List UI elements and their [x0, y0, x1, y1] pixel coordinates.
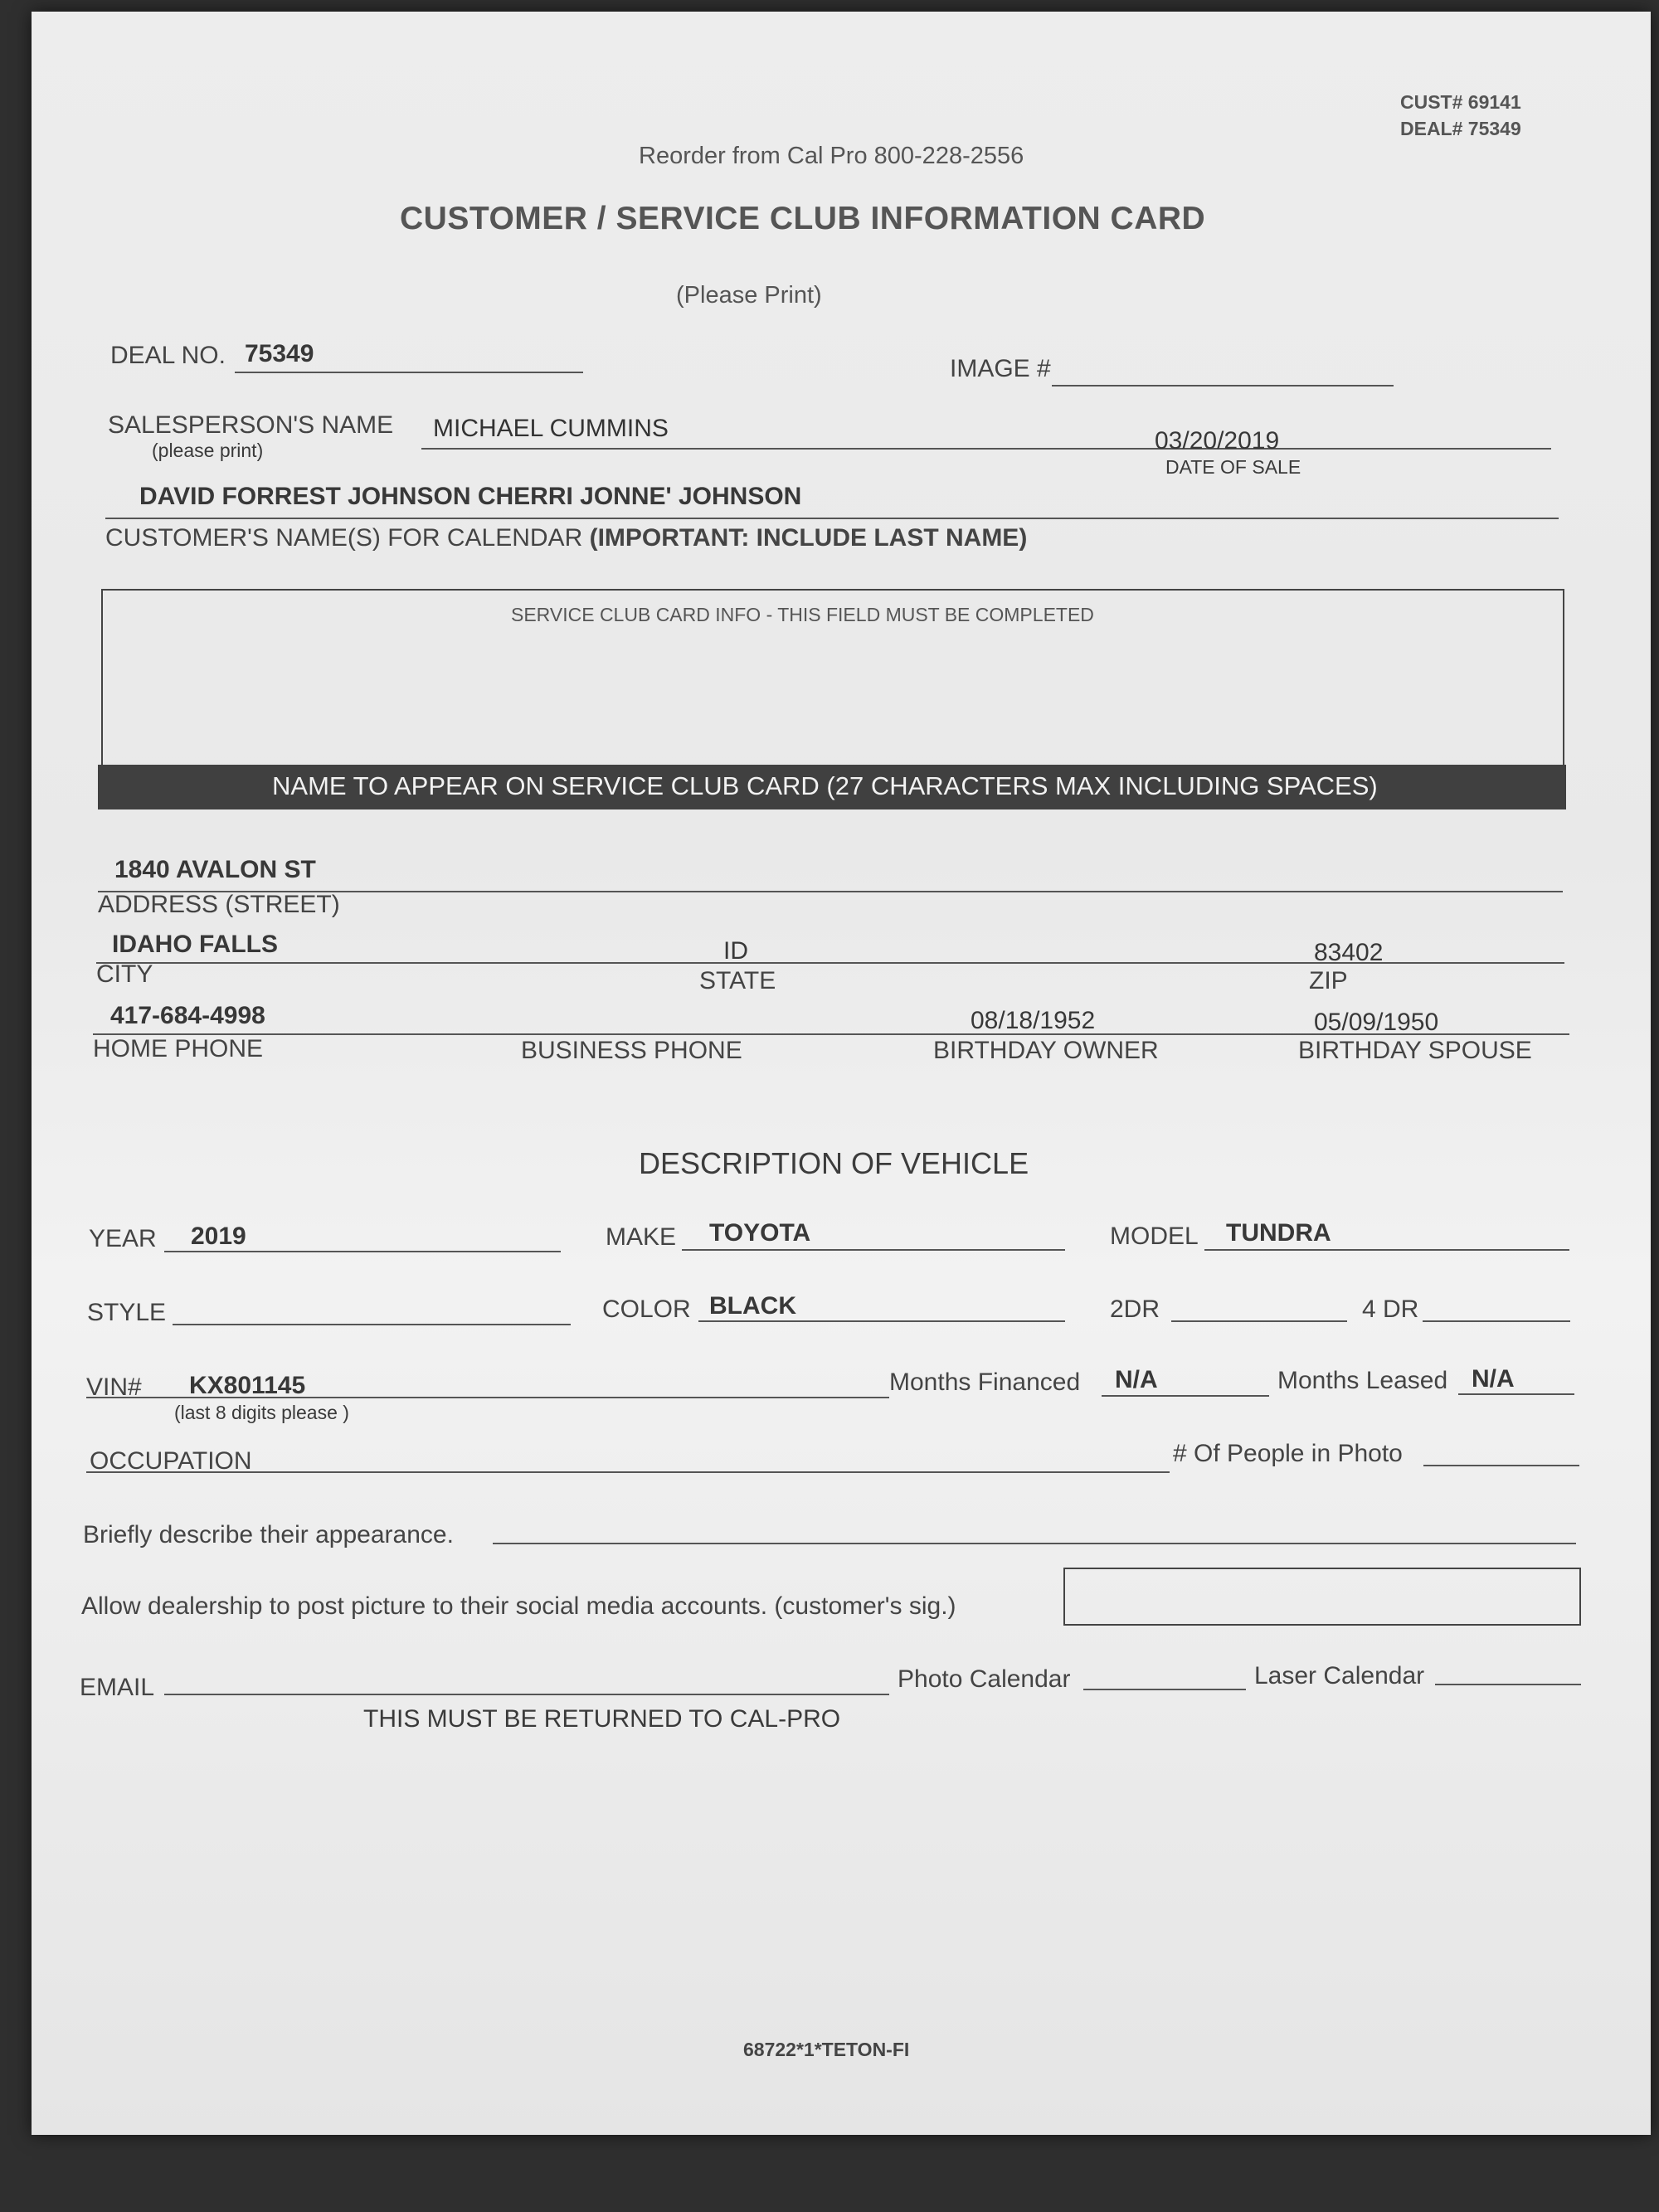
months-financed-label: Months Financed — [889, 1369, 1081, 1396]
birthday-owner-label: BIRTHDAY OWNER — [933, 1037, 1159, 1064]
deal-no-value[interactable]: 75349 — [245, 340, 314, 367]
salesperson-sublabel: (please print) — [152, 440, 264, 461]
two-door-line[interactable] — [1171, 1320, 1347, 1322]
vin-label: VIN# — [86, 1373, 142, 1401]
email-line[interactable] — [164, 1694, 889, 1695]
photo-calendar-label: Photo Calendar — [898, 1665, 1071, 1693]
model-line — [1204, 1249, 1569, 1251]
months-financed-value[interactable]: N/A — [1115, 1366, 1158, 1393]
people-in-photo-label: # Of People in Photo — [1173, 1440, 1403, 1467]
months-leased-label: Months Leased — [1277, 1367, 1448, 1394]
customer-name-line — [105, 518, 1559, 519]
customer-name-value[interactable]: DAVID FORREST JOHNSON CHERRI JONNE' JOHNSON — [139, 483, 802, 510]
phones-line — [93, 1033, 1569, 1035]
service-club-banner-text: NAME TO APPEAR ON SERVICE CLUB CARD (27 CHARACTERS MAX INCLUDING SPACES) — [272, 771, 1378, 800]
style-line — [173, 1324, 571, 1325]
deal-number-corner: DEAL# 75349 — [1400, 118, 1521, 139]
image-number-label: IMAGE # — [950, 355, 1051, 382]
cust-number: CUST# 69141 — [1400, 91, 1521, 113]
color-label: COLOR — [602, 1296, 691, 1323]
four-door-label: 4 DR — [1362, 1296, 1419, 1323]
salesperson-label: SALESPERSON'S NAME — [108, 411, 394, 439]
model-value[interactable]: TUNDRA — [1226, 1219, 1331, 1247]
color-line — [698, 1320, 1065, 1322]
city-label: CITY — [96, 960, 153, 988]
style-label: STYLE — [87, 1299, 167, 1326]
vin-value[interactable]: KX801145 — [189, 1372, 306, 1399]
two-door-label: 2DR — [1110, 1296, 1160, 1323]
laser-calendar-label: Laser Calendar — [1254, 1662, 1425, 1689]
form-code: 68722*1*TETON-FI — [743, 2039, 910, 2060]
deal-no-label: DEAL NO. — [110, 342, 226, 369]
color-value[interactable]: BLACK — [709, 1292, 796, 1320]
make-label: MAKE — [606, 1223, 677, 1251]
salesperson-line — [421, 448, 1551, 450]
year-line — [164, 1251, 561, 1252]
laser-calendar-line[interactable] — [1435, 1684, 1581, 1685]
reorder-note: Reorder from Cal Pro 800-228-2556 — [639, 143, 1024, 169]
people-in-photo-line[interactable] — [1423, 1465, 1579, 1466]
business-phone-label: BUSINESS PHONE — [521, 1037, 742, 1064]
home-phone-label: HOME PHONE — [93, 1035, 264, 1062]
vehicle-heading: DESCRIPTION OF VEHICLE — [639, 1146, 1029, 1180]
deal-no-line — [235, 372, 583, 373]
occupation-label: OCCUPATION — [90, 1447, 252, 1475]
photo-calendar-line[interactable] — [1083, 1689, 1246, 1690]
appearance-label: Briefly describe their appearance. — [83, 1521, 454, 1548]
customer-name-label-important: (IMPORTANT: INCLUDE LAST NAME) — [589, 524, 1028, 552]
email-label: EMAIL — [80, 1674, 155, 1701]
zip-label: ZIP — [1309, 967, 1348, 994]
service-club-box-caption: SERVICE CLUB CARD INFO - THIS FIELD MUST BE COMPLETED — [511, 604, 1094, 625]
form-sheet — [32, 12, 1651, 2135]
social-media-label: Allow dealership to post picture to their social media accounts. (customer's sig.) — [81, 1592, 956, 1620]
state-label: STATE — [699, 967, 776, 994]
city-value[interactable]: IDAHO FALLS — [112, 931, 278, 958]
home-phone-value[interactable]: 417-684-4998 — [110, 1002, 265, 1029]
street-value[interactable]: 1840 AVALON ST — [114, 856, 316, 883]
city-line — [96, 962, 1564, 964]
state-value[interactable]: ID — [723, 937, 748, 965]
year-value[interactable]: 2019 — [191, 1223, 246, 1250]
appearance-line[interactable] — [493, 1543, 1576, 1544]
salesperson-value[interactable]: MICHAEL CUMMINS — [433, 415, 669, 442]
street-label: ADDRESS (STREET) — [98, 891, 340, 918]
date-of-sale-label: DATE OF SALE — [1165, 456, 1301, 478]
customer-name-label-main: CUSTOMER'S NAME(S) FOR CALENDAR — [105, 524, 583, 552]
occupation-line[interactable] — [86, 1471, 1170, 1473]
date-of-sale-value[interactable]: 03/20/2019 — [1155, 427, 1280, 455]
customer-name-label — [105, 524, 1027, 552]
vin-sublabel: (last 8 digits please ) — [174, 1402, 349, 1423]
four-door-line[interactable] — [1423, 1320, 1570, 1322]
please-print-note: (Please Print) — [676, 282, 822, 309]
image-number-line — [1052, 385, 1394, 386]
make-value[interactable]: TOYOTA — [709, 1219, 811, 1247]
months-leased-line — [1458, 1393, 1574, 1395]
months-leased-value[interactable]: N/A — [1472, 1365, 1515, 1393]
birthday-owner-value[interactable]: 08/18/1952 — [971, 1007, 1096, 1034]
months-financed-line — [1102, 1395, 1269, 1397]
customer-signature-box[interactable] — [1063, 1568, 1581, 1626]
birthday-spouse-label: BIRTHDAY SPOUSE — [1298, 1037, 1532, 1064]
zip-value[interactable]: 83402 — [1314, 939, 1384, 966]
year-label: YEAR — [89, 1225, 157, 1252]
vin-line — [86, 1397, 889, 1398]
birthday-spouse-value[interactable]: 05/09/1950 — [1314, 1009, 1439, 1036]
return-notice: THIS MUST BE RETURNED TO CAL-PRO — [363, 1705, 841, 1733]
page-title: CUSTOMER / SERVICE CLUB INFORMATION CARD — [400, 201, 1206, 236]
model-label: MODEL — [1110, 1223, 1199, 1250]
make-line — [682, 1249, 1065, 1251]
